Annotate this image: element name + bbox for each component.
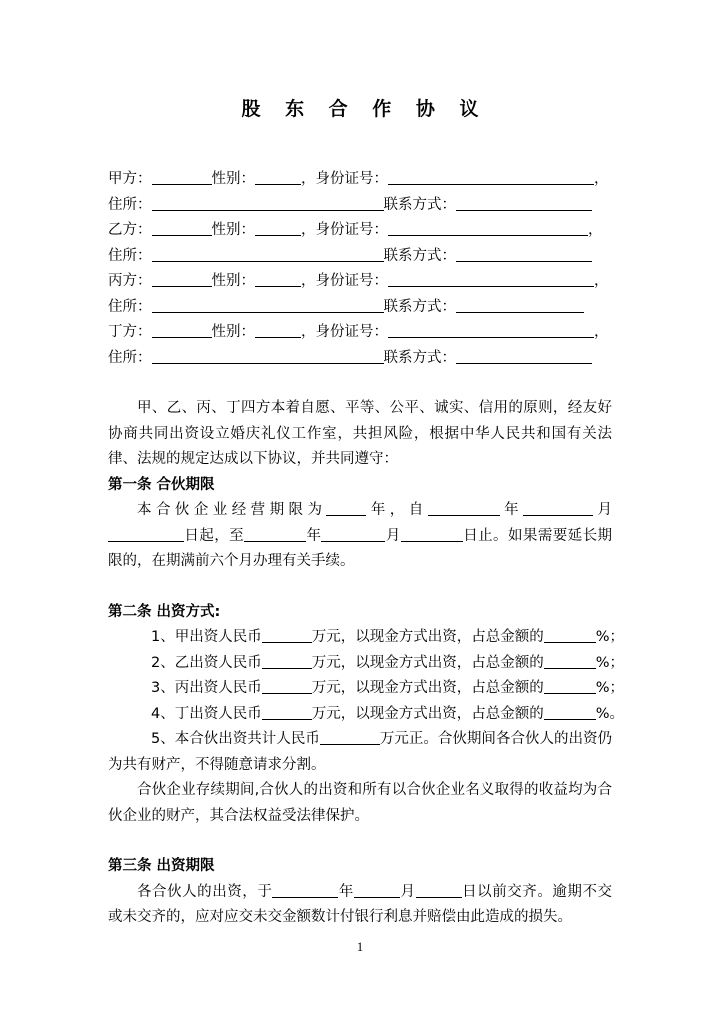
party-a-label: 甲方： bbox=[108, 171, 152, 187]
article-2-item-5-prefix: 本合伙出资共计人民币 bbox=[174, 731, 320, 747]
party-row-c-address bbox=[108, 295, 612, 321]
party-c-id-label: 身份证号： bbox=[315, 273, 388, 289]
article-3-unit-month: 月 bbox=[399, 883, 416, 900]
party-a-id-label: 身份证号： bbox=[315, 171, 388, 187]
party-a-contact-label: 联系方式： bbox=[383, 196, 456, 213]
article-2-item-1-amount-blank[interactable] bbox=[262, 628, 312, 643]
article-2-item-3-prefix: 丙出资人民币 bbox=[174, 680, 262, 696]
party-b-trailing-comma: ， bbox=[588, 222, 603, 238]
party-d-label: 丁方： bbox=[108, 324, 152, 340]
party-c-contact-blank[interactable] bbox=[456, 298, 584, 313]
party-d-contact-blank[interactable] bbox=[456, 349, 592, 364]
party-d-id-blank[interactable] bbox=[388, 323, 594, 338]
article-2-item-2 bbox=[108, 651, 625, 677]
article-1-start-year-blank[interactable] bbox=[428, 501, 500, 516]
party-b-id-blank[interactable] bbox=[388, 221, 588, 236]
article-2-item-2-percent-blank[interactable] bbox=[544, 654, 596, 669]
article-2-item-2-suffix: %； bbox=[595, 654, 625, 671]
article-2-closing-paragraph: 合伙企业存续期间,合伙人的出资和所有以合伙企业名义取得的收益均为合伙企业的财产，其合法权益受法律保护。 bbox=[108, 782, 612, 824]
article-2-heading: 第二条 出资方式: bbox=[108, 603, 221, 620]
article-2-item-2-number: 2、 bbox=[151, 654, 175, 671]
article-1-unit-month-2: 月 bbox=[385, 527, 401, 544]
article-2-item-4-amount-blank[interactable] bbox=[262, 705, 312, 720]
article-3-text-2: 日以前交齐。逾期不交或未交齐的，应对应交未交金额数计付银行利息并赔偿由此造成的损失。 bbox=[108, 883, 613, 925]
party-c-gender-blank[interactable] bbox=[255, 272, 301, 287]
article-1-unit-year-1: 年，自 bbox=[366, 502, 428, 518]
party-row-d bbox=[108, 320, 612, 346]
party-c-comma: ， bbox=[301, 273, 316, 289]
party-d-contact-label: 联系方式： bbox=[383, 349, 456, 366]
party-b-name-blank[interactable] bbox=[152, 221, 212, 236]
article-2-item-4 bbox=[108, 702, 625, 728]
article-1-heading: 第一条 合伙期限 bbox=[108, 476, 215, 493]
party-c-address-label: 住所： bbox=[108, 298, 152, 315]
article-1-start-month-blank[interactable] bbox=[523, 501, 593, 516]
article-1-unit-year-2: 年 bbox=[499, 502, 524, 518]
party-c-name-blank[interactable] bbox=[152, 272, 212, 287]
party-a-gender-label: 性别： bbox=[211, 171, 255, 187]
article-2-item-3-percent-blank[interactable] bbox=[544, 679, 596, 694]
article-2-item-3-suffix: %； bbox=[595, 680, 625, 696]
party-a-address-label: 住所： bbox=[108, 196, 152, 213]
page-title: 股 东 合 作 协 议 bbox=[241, 98, 488, 120]
party-row-b bbox=[108, 218, 612, 244]
article-1-unit-day-1: 日 bbox=[184, 527, 200, 544]
spacer-preamble bbox=[108, 371, 612, 396]
article-1-end-year-blank[interactable] bbox=[244, 527, 306, 542]
party-d-gender-label: 性别： bbox=[211, 324, 255, 340]
party-row-b-address bbox=[108, 244, 612, 270]
article-2-item-4-suffix: %。 bbox=[595, 705, 625, 722]
party-c-label: 丙方： bbox=[108, 273, 152, 289]
article-1-end-day-blank[interactable] bbox=[401, 527, 463, 542]
party-d-name-blank[interactable] bbox=[152, 323, 212, 338]
article-2-item-1-suffix: %； bbox=[595, 629, 625, 645]
article-3-text-1: 各合伙人的出资，于 bbox=[137, 883, 273, 900]
party-d-gender-blank[interactable] bbox=[255, 323, 301, 338]
party-c-contact-label: 联系方式： bbox=[383, 298, 456, 315]
party-b-contact-label: 联系方式： bbox=[383, 247, 456, 264]
party-b-id-label: 身份证号： bbox=[315, 222, 388, 238]
page-number: 1 bbox=[356, 940, 364, 954]
party-a-comma: ， bbox=[301, 171, 316, 187]
article-2-item-5-number: 5、 bbox=[151, 731, 175, 747]
party-row-d-address bbox=[108, 346, 612, 372]
article-2-item-5 bbox=[108, 727, 612, 778]
article-2-item-3-amount-blank[interactable] bbox=[262, 679, 312, 694]
article-2-item-5-total-blank[interactable] bbox=[320, 730, 380, 745]
article-2-item-1-number: 1、 bbox=[151, 629, 175, 645]
party-b-label: 乙方： bbox=[108, 222, 152, 238]
article-2-item-1 bbox=[108, 625, 625, 651]
party-b-gender-label: 性别： bbox=[211, 222, 255, 238]
article-3-unit-year: 年 bbox=[338, 883, 354, 900]
party-c-trailing-comma: ， bbox=[594, 273, 609, 289]
article-1-text-3: 日止。如果需要延长期限的，在期满前六个月办理有关手续。 bbox=[108, 527, 613, 569]
spacer-article-3 bbox=[108, 829, 612, 854]
article-2-item-4-percent-blank[interactable] bbox=[544, 705, 596, 720]
article-1-start-day-blank[interactable] bbox=[108, 527, 184, 542]
article-3-year-blank[interactable] bbox=[272, 883, 338, 898]
article-1-unit-year-3: 年 bbox=[306, 527, 322, 544]
article-2-item-4-prefix: 丁出资人民币 bbox=[174, 705, 262, 722]
party-d-trailing-comma: ， bbox=[594, 324, 609, 340]
party-a-contact-blank[interactable] bbox=[456, 196, 592, 211]
party-d-id-label: 身份证号： bbox=[315, 324, 388, 340]
article-1-text-2: 起，至 bbox=[199, 527, 245, 544]
party-b-comma: ， bbox=[301, 222, 316, 238]
party-b-address-blank[interactable] bbox=[152, 247, 384, 262]
party-a-address-blank[interactable] bbox=[152, 196, 384, 211]
party-d-address-label: 住所： bbox=[108, 349, 152, 366]
article-2-item-1-percent-blank[interactable] bbox=[544, 628, 596, 643]
article-2-item-2-unit: 万元，以现金方式出资，占总金额的 bbox=[311, 654, 544, 671]
party-c-id-blank[interactable] bbox=[388, 272, 594, 287]
article-2-item-5-suffix: 万元正。合伙期间各合伙人的出资仍为共有财产，不得随意请求分割。 bbox=[108, 731, 613, 773]
article-2-item-2-prefix: 乙出资人民币 bbox=[174, 654, 262, 671]
article-1-text-1: 本合伙企业经营期限为 bbox=[137, 502, 327, 518]
party-a-gender-blank[interactable] bbox=[255, 170, 301, 185]
party-b-address-label: 住所： bbox=[108, 247, 152, 264]
article-3-body bbox=[108, 880, 612, 931]
article-3-month-blank[interactable] bbox=[354, 883, 400, 898]
party-d-comma: ， bbox=[301, 324, 316, 340]
article-3-heading: 第三条 出资期限 bbox=[108, 858, 215, 874]
party-a-id-blank[interactable] bbox=[388, 170, 594, 185]
article-1-term-blank[interactable] bbox=[326, 501, 366, 516]
article-2-item-4-unit: 万元，以现金方式出资，占总金额的 bbox=[311, 705, 544, 722]
party-b-gender-blank[interactable] bbox=[255, 221, 301, 236]
article-2-item-1-unit: 万元，以现金方式出资，占总金额的 bbox=[311, 629, 544, 645]
party-a-name-blank[interactable] bbox=[152, 170, 212, 185]
party-a-trailing-comma: ， bbox=[594, 171, 609, 187]
article-2-item-2-amount-blank[interactable] bbox=[262, 654, 312, 669]
preamble-paragraph: 甲、乙、丙、丁四方本着自愿、平等、公平、诚实、信用的原则，经友好协商共同出资设立婚庆礼仪工作室，共担风险，根据中华人民共和国有关法律、法规的规定达成以下协议，并共同遵守： bbox=[108, 400, 612, 467]
spacer-article-2 bbox=[108, 575, 612, 600]
article-2-item-3 bbox=[108, 676, 625, 702]
party-row-a bbox=[108, 167, 612, 193]
article-3-day-blank[interactable] bbox=[416, 883, 462, 898]
article-1-end-month-blank[interactable] bbox=[321, 527, 385, 542]
article-2-item-3-unit: 万元，以现金方式出资，占总金额的 bbox=[311, 680, 544, 696]
article-1-unit-month-1: 月 bbox=[593, 502, 613, 518]
article-2-item-3-number: 3、 bbox=[151, 680, 175, 696]
party-c-address-blank[interactable] bbox=[152, 298, 384, 313]
party-row-a-address bbox=[108, 193, 612, 219]
article-2-item-4-number: 4、 bbox=[151, 705, 175, 722]
party-b-contact-blank[interactable] bbox=[456, 247, 592, 262]
parties-block bbox=[108, 167, 612, 371]
party-c-gender-label: 性别： bbox=[211, 273, 255, 289]
article-1-body bbox=[108, 498, 612, 575]
party-d-address-blank[interactable] bbox=[152, 349, 384, 364]
party-row-c bbox=[108, 269, 612, 295]
article-2-item-1-prefix: 甲出资人民币 bbox=[174, 629, 262, 645]
